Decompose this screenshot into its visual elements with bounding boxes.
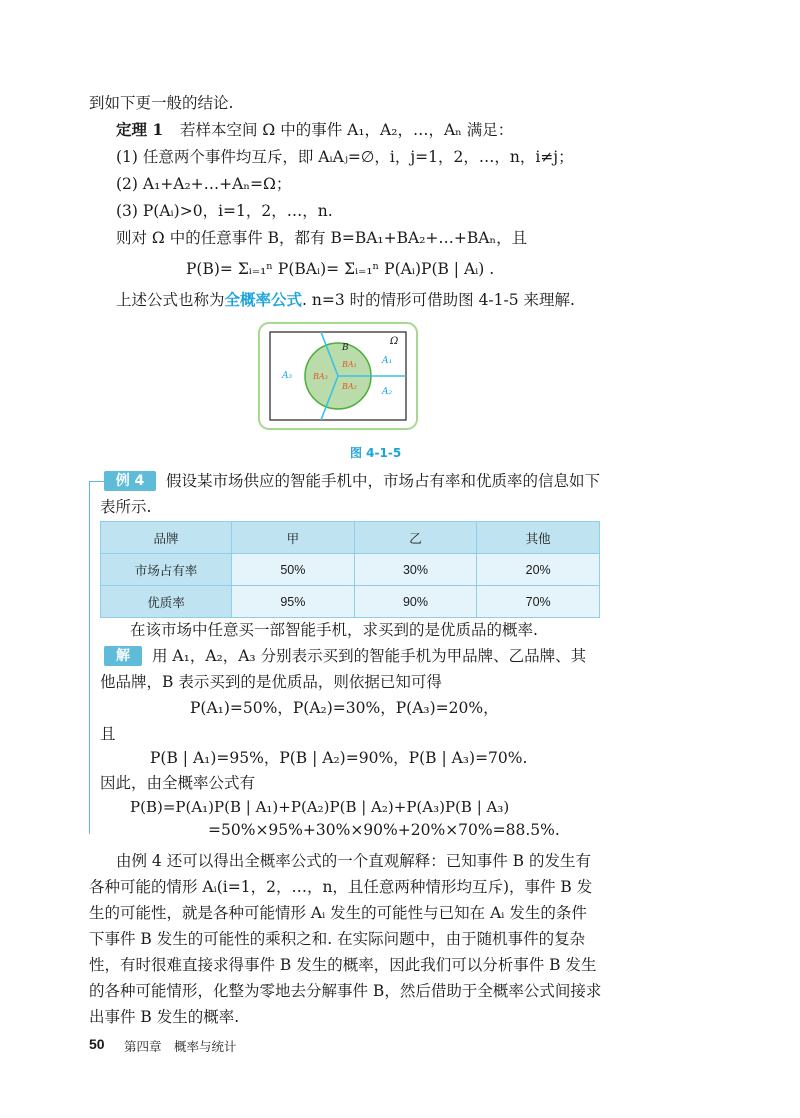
text-line: 假设某市场供应的智能手机中，市场占有率和优质率的信息如下 [166, 472, 601, 490]
table-row-label: 优质率 [101, 586, 232, 618]
label-ba2: BA₂ [342, 382, 357, 391]
table-header-cell: 甲 [232, 522, 355, 554]
text-line: (3) P(Aᵢ)>0，i=1，2，…，n. [116, 202, 333, 220]
theorem-label: 定理 1 [116, 120, 164, 139]
example-tag: 例 4 [104, 471, 156, 491]
text-line: 生的可能性，就是各种可能情形 Aᵢ 发生的可能性与已知在 Aᵢ 发生的条件 [89, 904, 587, 922]
bracket-tick [89, 481, 105, 482]
text-line: 则对 Ω 中的任意事件 B，都有 B=BA₁+BA₂+…+BAₙ，且 [116, 229, 528, 247]
text-segment: . n=3 时的情形可借助图 4-1-5 来理解. [302, 291, 575, 309]
text-line: (2) A₁+A₂+…+Aₙ=Ω； [116, 175, 292, 193]
table-cell: 70% [477, 586, 600, 618]
table-header-row [101, 522, 600, 554]
text-line: 出事件 B 发生的概率. [89, 1008, 240, 1026]
formula-line: P(A₁)=50%，P(A₂)=30%，P(A₃)=20%， [190, 699, 499, 717]
text-line: 各种可能的情形 Aᵢ(i=1，2，…，n，且任意两种情形均互斥)，事件 B 发 [89, 878, 593, 896]
figure-caption: 图 4-1-5 [350, 446, 402, 460]
text-line: (1) 任意两个事件均互斥，即 AᵢAⱼ=∅，i，j=1，2，…，n，i≠j； [116, 148, 574, 166]
formula-line: P(B)=P(A₁)P(B | A₁)+P(A₂)P(B | A₂)+P(A₃)P(B | A₃) [130, 798, 510, 816]
table-cell: 90% [354, 586, 477, 618]
table-header-cell: 乙 [354, 522, 477, 554]
text-line: 且 [100, 725, 116, 743]
label-omega: Ω [390, 336, 399, 347]
page-number: 50 [89, 1036, 105, 1052]
chapter-title: 第四章 概率与统计 [124, 1040, 237, 1054]
text-line: 若样本空间 Ω 中的事件 A₁，A₂，…，Aₙ 满足： [180, 121, 514, 139]
term-total-probability: 全概率公式 [224, 290, 303, 309]
text-line: 表所示. [100, 498, 152, 516]
text-segment: 上述公式也称为 [116, 291, 225, 309]
example-bracket [89, 481, 90, 834]
text-line [116, 290, 575, 310]
label-a3: A₃ [282, 371, 293, 381]
table-cell: 95% [232, 586, 355, 618]
formula-line: =50%×95%+30%×90%+20%×70%=88.5%. [208, 821, 560, 839]
venn-figure [258, 322, 418, 430]
text-line: 在该市场中任意买一部智能手机，求买到的是优质品的概率. [130, 621, 538, 639]
label-ba3: BA₃ [313, 372, 328, 381]
text-line: 下事件 B 发生的可能性的乘积之和. 在实际问题中，由于随机事件的复杂 [89, 930, 586, 948]
label-b: B [342, 343, 349, 353]
label-a2: A₂ [382, 387, 393, 397]
table-cell: 50% [232, 554, 355, 586]
text-line: 用 A₁，A₂，A₃ 分别表示买到的智能手机为甲品牌、乙品牌、其 [152, 647, 587, 665]
market-table [100, 521, 600, 618]
formula-total-probability: P(B)= Σᵢ₌₁ⁿ P(BAᵢ)= Σᵢ₌₁ⁿ P(Aᵢ)P(B | Aᵢ) . [186, 260, 495, 278]
table-cell: 30% [354, 554, 477, 586]
table-cell: 20% [477, 554, 600, 586]
table-header-cell: 品牌 [101, 522, 232, 554]
formula-line: P(B | A₁)=95%，P(B | A₂)=90%，P(B | A₃)=70%. [150, 749, 528, 767]
solution-tag: 解 [104, 646, 142, 666]
text-line: 到如下更一般的结论. [89, 94, 234, 112]
table-row-label: 市场占有率 [101, 554, 232, 586]
label-ba1: BA₁ [342, 360, 357, 369]
table-header-cell: 其他 [477, 522, 600, 554]
table-row [101, 554, 600, 586]
label-a1: A₁ [382, 356, 393, 366]
text-line: 因此，由全概率公式有 [100, 774, 256, 792]
text-line: 他品牌，B 表示买到的是优质品，则依据已知可得 [100, 673, 442, 691]
text-line: 的各种可能情形，化整为零地去分解事件 B，然后借助于全概率公式间接求 [89, 982, 602, 1000]
text-line: 由例 4 还可以得出全概率公式的一个直观解释：已知事件 B 的发生有 [116, 852, 591, 870]
text-line: 性，有时很难直接求得事件 B 发生的概率，因此我们可以分析事件 B 发生 [89, 956, 597, 974]
table-row [101, 586, 600, 618]
